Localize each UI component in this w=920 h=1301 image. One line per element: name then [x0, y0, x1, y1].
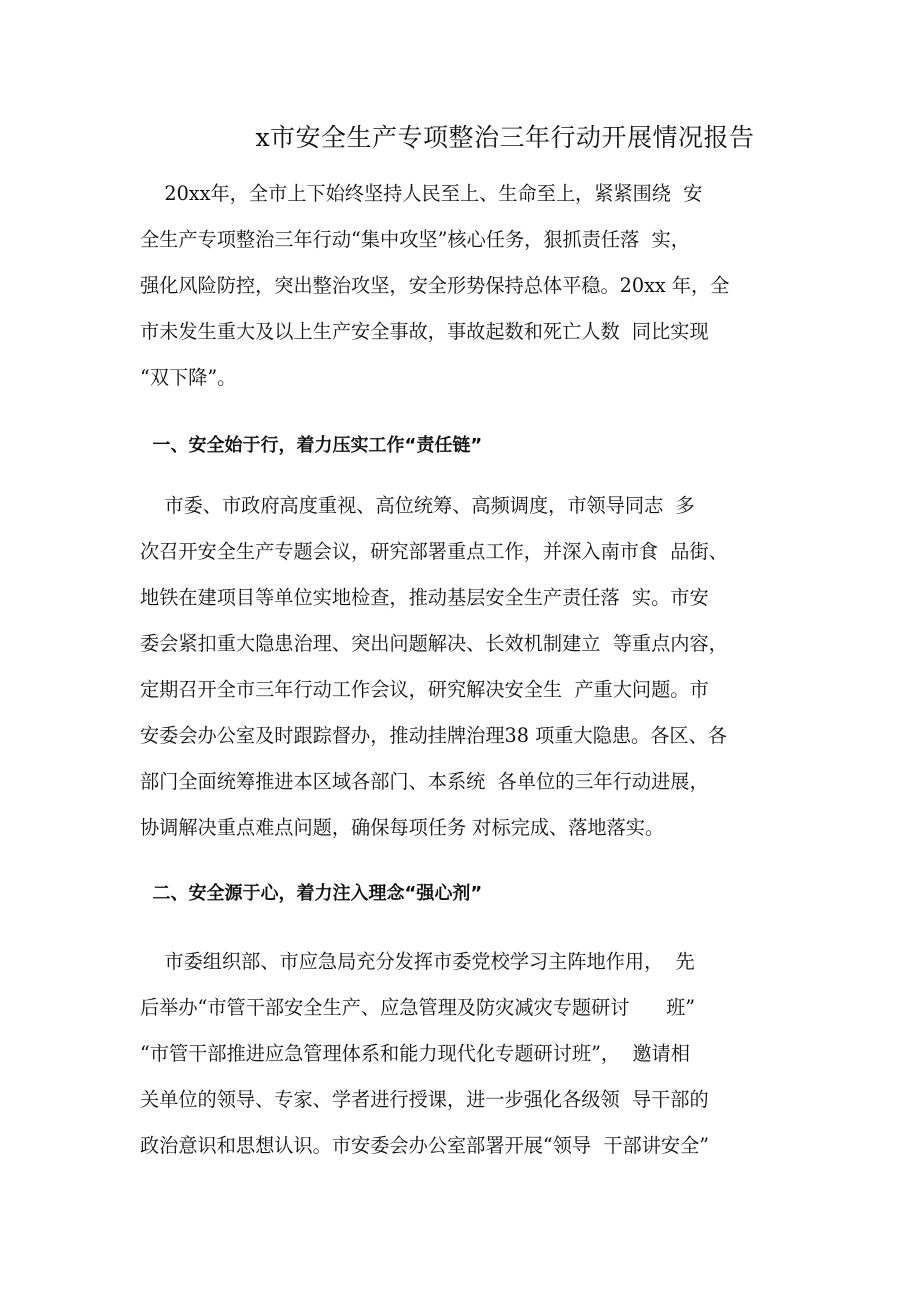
body-line: 市委组织部、市应急局充分发挥市委党校学习主阵地作用， 先 — [140, 950, 695, 973]
section-heading-2: 二、安全源于心，着力注入理念“强心剂” — [140, 883, 483, 904]
body-line: 部门全面统筹推进本区域各部门、本系统 各单位的三年行动进展， — [140, 770, 709, 793]
intro-line: 20xx年，全市上下始终坚持人民至上、生命至上，紧紧围绕 安 — [140, 182, 703, 205]
body-line: 后举办“市管干部安全生产、应急管理及防灾减灾专题研讨 班” — [140, 996, 696, 1019]
body-line: 定期召开全市三年行动工作会议，研究解决安全生 产重大问题。市 — [140, 678, 709, 701]
body-line: “市管干部推进应急管理体系和能力现代化专题研讨班”， 邀请相 — [140, 1042, 690, 1065]
body-line: 地铁在建项目等单位实地检查，推动基层安全生产责任落 实。市安 — [140, 586, 709, 609]
intro-line: 市未发生重大及以上生产安全事故，事故起数和死亡人数 同比实现 — [140, 320, 709, 343]
body-line: 政治意识和思想认识。市安委会办公室部署开展“领导 干部讲安全” — [140, 1134, 710, 1157]
body-line: 协调解决重点难点问题，确保每项任务 对标完成、落地落实。 — [140, 816, 665, 839]
body-line: 关单位的领导、专家、学者进行授课，进一步强化各级领 导干部的 — [140, 1088, 709, 1111]
intro-line: “双下降”。 — [140, 366, 237, 389]
section-heading-1: 一、安全始于行，着力压实工作“责任链” — [140, 435, 483, 456]
body-line: 安委会办公室及时跟踪督办，推动挂牌治理38 项重大隐患。各区、各 — [140, 724, 727, 747]
intro-line: 全生产专项整治三年行动“集中攻坚”核心任务，狠抓责任落 实， — [140, 228, 690, 251]
intro-line: 强化风险防控，突出整治攻坚，安全形势保持总体平稳。20xx 年，全 — [140, 274, 730, 297]
body-line: 次召开安全生产专题会议，研究部署重点工作，并深入南市食 品街、 — [140, 540, 728, 563]
body-line: 市委、市政府高度重视、高位统筹、高频调度，市领导同志 多 — [140, 494, 695, 517]
document-title: x市安全生产专项整治三年行动开展情况报告 — [255, 123, 755, 152]
body-line: 委会紧扣重大隐患治理、突出问题解决、长效机制建立 等重点内容， — [140, 632, 728, 655]
